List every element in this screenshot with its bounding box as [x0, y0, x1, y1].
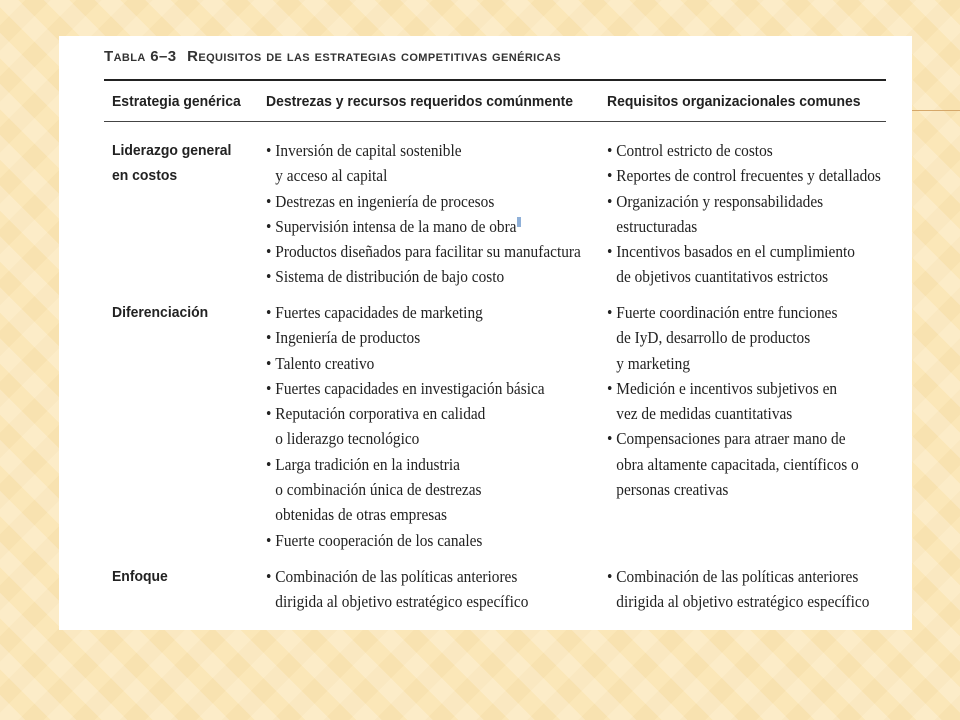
list-item: • Fuertes capacidades en investigación básica: [266, 376, 582, 401]
header-skills: Destrezas y recursos requeridos comúnmente: [266, 93, 574, 110]
skills-list-focus: [266, 564, 606, 615]
list-item: • Combinación de las políticas anteriores dirigida al objetivo estratégico específico: [607, 564, 886, 615]
list-item: • Compensaciones para atraer mano de obra altamente capacitada, científicos o personas creativas: [607, 426, 886, 502]
header-strategy: Estrategia genérica: [112, 93, 241, 110]
skills-list-differentiation: [266, 300, 606, 553]
list-item: • Productos diseñados para facilitar su manufactura: [266, 239, 582, 264]
list-item: • Reputación corporativa en calidad o liderazgo tecnológico: [266, 401, 582, 452]
list-item: • Combinación de las políticas anteriores dirigida al objetivo estratégico específico: [266, 564, 582, 615]
list-item: • Larga tradición en la industria o combinación única de destrezas obtenidas de otras empresas: [266, 452, 582, 528]
list-item: • Sistema de distribución de bajo costo: [266, 264, 582, 289]
list-item: • Fuertes capacidades de marketing: [266, 300, 582, 325]
list-item: • Ingeniería de productos: [266, 325, 582, 350]
header-rule: [104, 121, 886, 122]
row-label-cost-leadership: Liderazgo general en costos: [112, 142, 232, 184]
org-list-cost-leadership: [607, 138, 907, 290]
skills-list-cost-leadership: [266, 138, 606, 290]
table-number: Tabla 6–3: [104, 48, 177, 65]
list-item: • Supervisión intensa de la mano de obra: [266, 214, 582, 239]
table-caption: Requisitos de las estrategias competitivas genéricas: [187, 48, 562, 65]
list-item: • Incentivos basados en el cumplimiento de objetivos cuantitativos estrictos: [607, 239, 886, 290]
list-item: • Fuerte coordinación entre funciones de IyD, desarrollo de productos y marketing: [607, 300, 886, 376]
table-title: [104, 48, 561, 65]
list-item: • Control estricto de costos: [607, 138, 886, 163]
list-item: • Reportes de control frecuentes y detallados: [607, 163, 886, 188]
scan-artifact: [517, 217, 521, 227]
org-list-differentiation: [607, 300, 907, 502]
row-label-focus: Enfoque: [112, 568, 168, 585]
slide-table-image: [59, 36, 912, 630]
list-item: • Medición e incentivos subjetivos en vez de medidas cuantitativas: [607, 376, 886, 427]
list-item: • Destrezas en ingeniería de procesos: [266, 189, 582, 214]
org-list-focus: [607, 564, 907, 615]
list-item: • Fuerte cooperación de los canales: [266, 528, 582, 553]
row-label-differentiation: Diferenciación: [112, 304, 209, 321]
list-item: • Organización y responsabilidades estructuradas: [607, 189, 886, 240]
top-rule: [104, 79, 886, 81]
header-org-requirements: Requisitos organizacionales comunes: [607, 93, 861, 110]
list-item: • Talento creativo: [266, 351, 582, 376]
list-item: • Inversión de capital sostenible y acceso al capital: [266, 138, 582, 189]
